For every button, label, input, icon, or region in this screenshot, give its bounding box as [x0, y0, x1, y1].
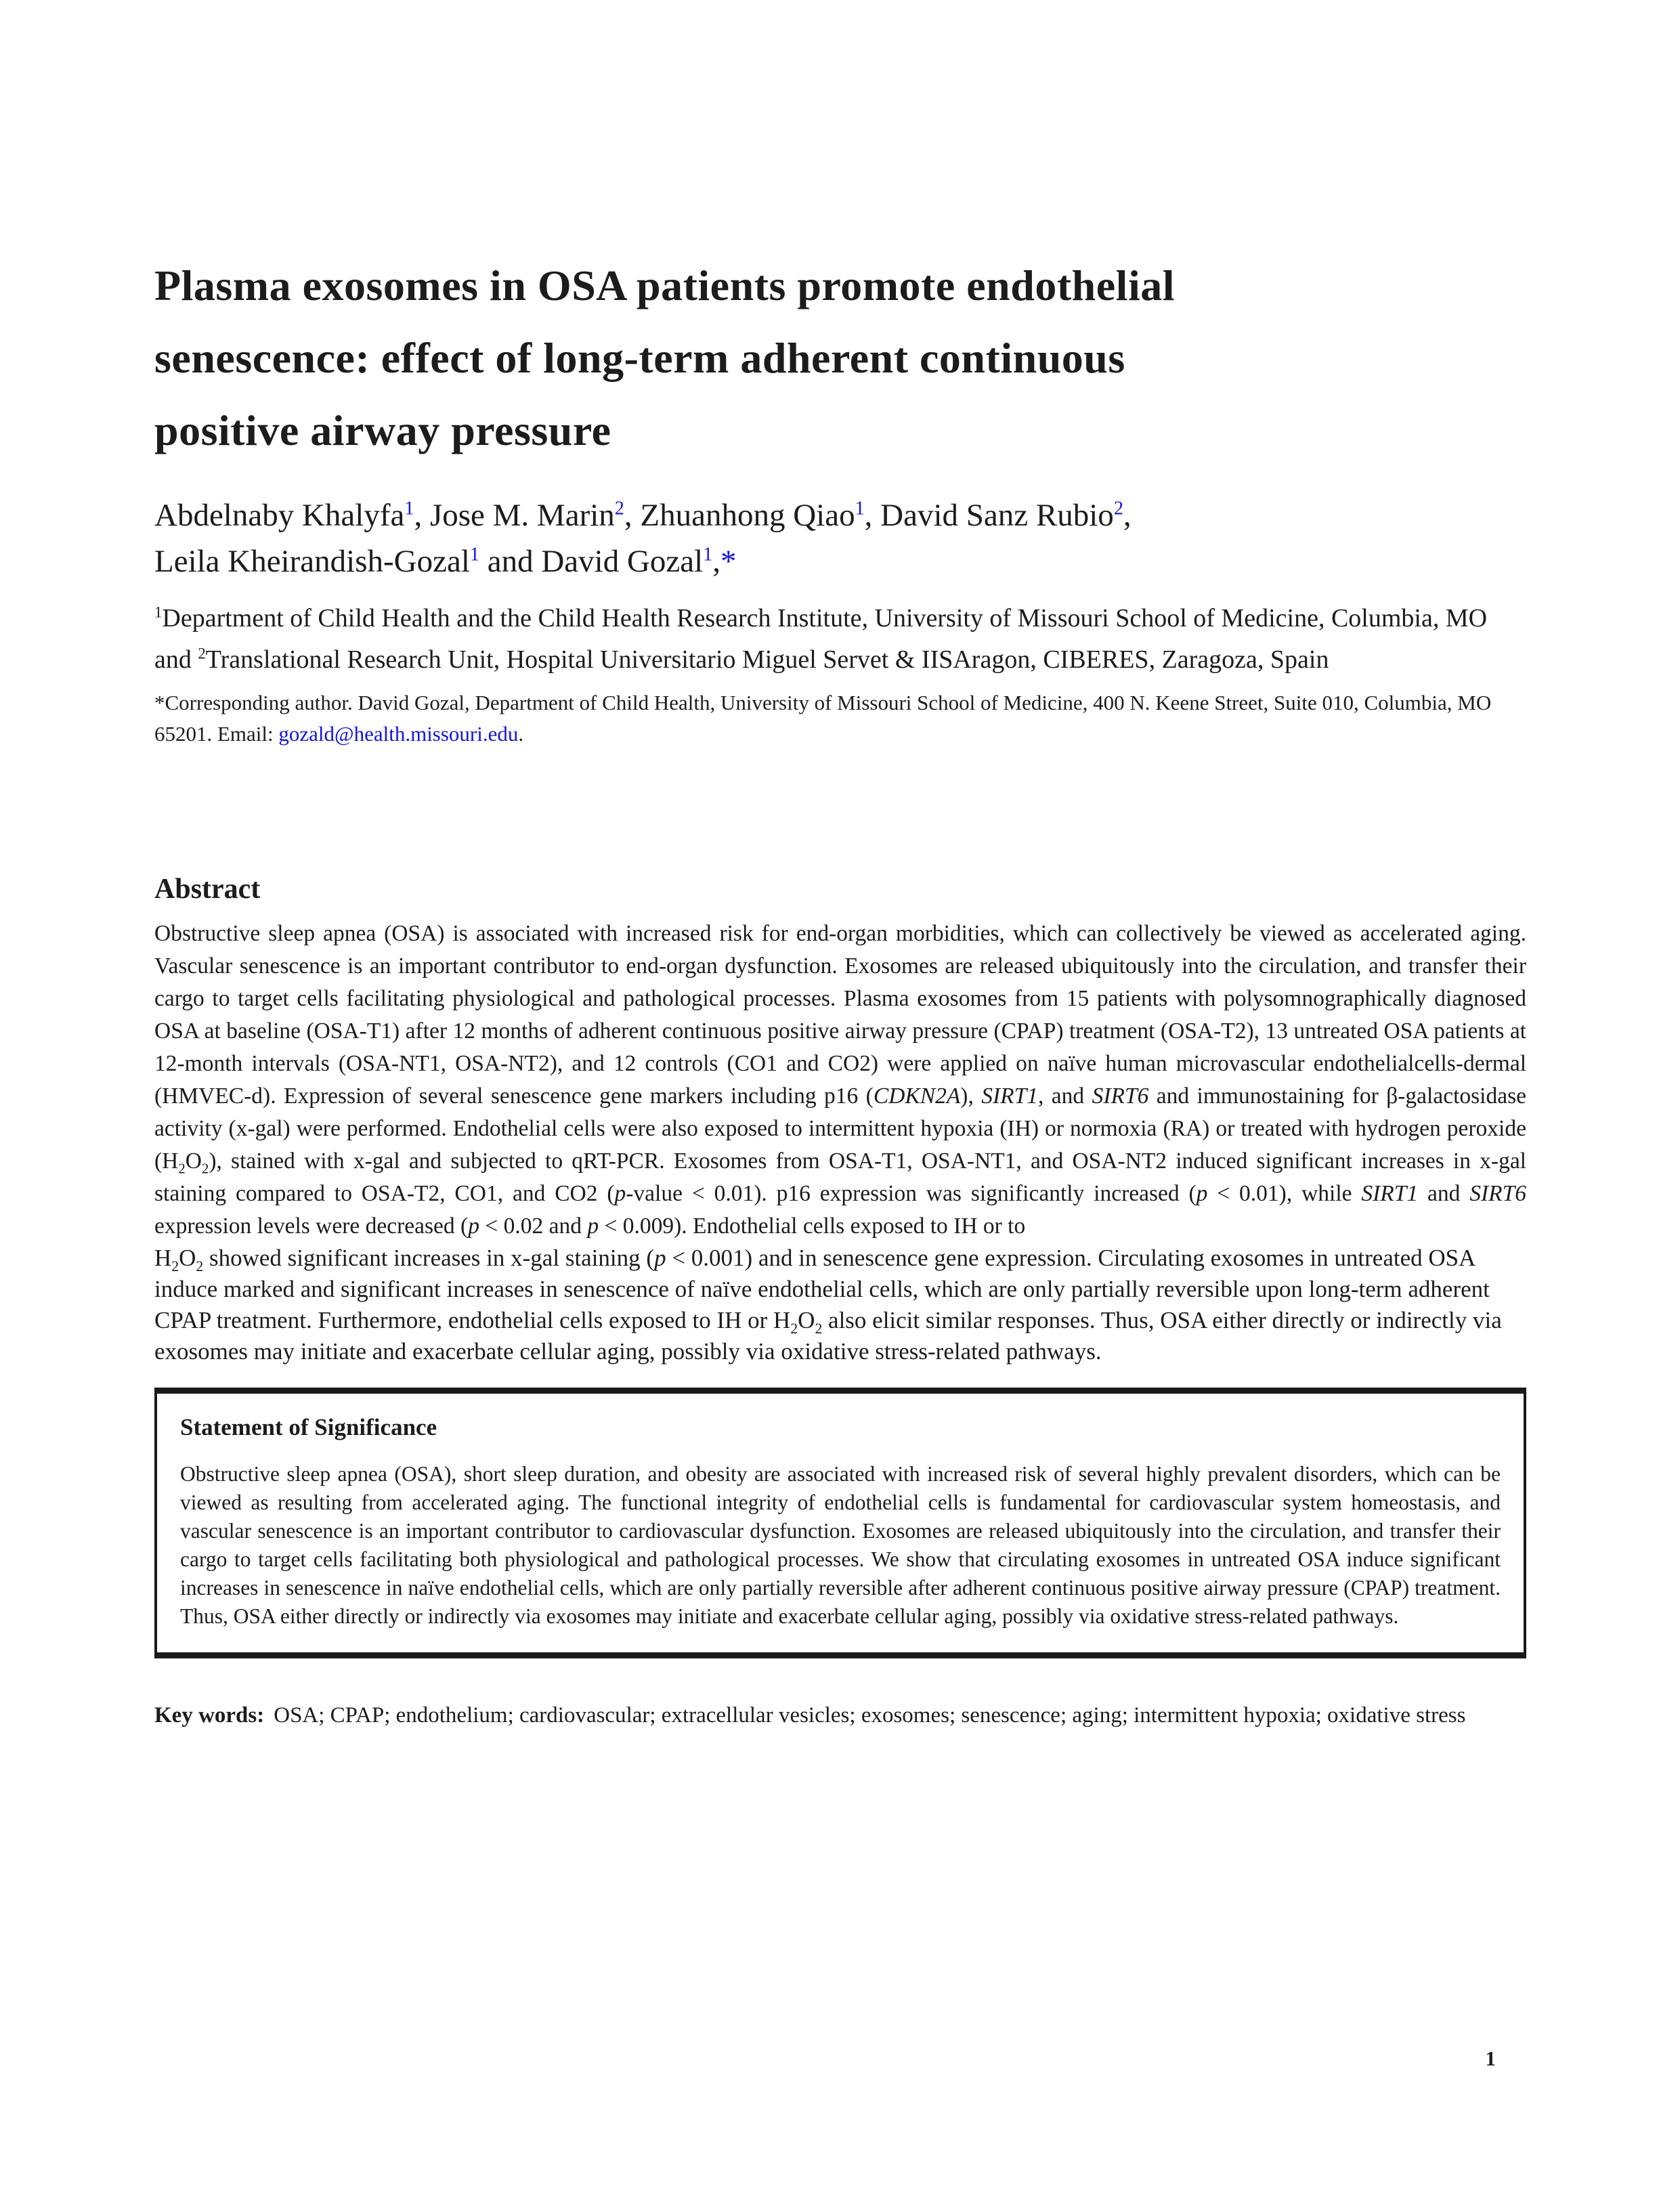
text-segment: 2 [196, 1258, 204, 1274]
author-line-1 [154, 492, 1526, 538]
text-segment: p [614, 1181, 626, 1206]
text-segment: * [720, 544, 737, 579]
text-segment: H [154, 1245, 172, 1271]
text-segment: SIRT1 [1361, 1181, 1419, 1206]
text-segment: , Zhuanhong Qiao [624, 498, 855, 533]
text-segment: also elicit similar responses. Thus, OSA either directly or indirectly via exosomes may initiate and exacerbate cellular aging, possibly via oxidative stress-related pathways. [154, 1307, 1502, 1365]
text-segment: ), stained with x-gal and subjected to qRT-PCR. Exosomes from OSA-T1, OSA-NT1, and OSA-NT2 induced significant increases in x-gal staining compared to OSA-T2, CO1, and CO2 ( [154, 1149, 1526, 1206]
significance-heading: Statement of Significance [180, 1414, 437, 1440]
text-segment: 1 [154, 603, 163, 621]
text-segment: 1 [855, 498, 865, 519]
text-segment: p [468, 1214, 479, 1239]
text-segment: , [1123, 498, 1132, 533]
text-segment: < 0.02 and [479, 1214, 588, 1239]
text-segment: Department of Child Health and the Child Health Research Institute, University of Missouri School of Medicine, Columbia, MO and [154, 604, 1488, 674]
text-segment: O [179, 1245, 196, 1271]
text-segment: , David Sanz Rubio [864, 498, 1114, 533]
keywords-block [154, 1699, 1526, 1732]
page-number: 1 [1485, 2046, 1496, 2070]
author-list [154, 492, 1526, 584]
text-segment: showed significant increases in x-gal staining ( [203, 1245, 655, 1271]
text-segment: and [1418, 1181, 1470, 1206]
text-segment: O [798, 1307, 815, 1333]
text-segment: , and [1038, 1084, 1092, 1109]
text-segment: 1 [404, 498, 414, 519]
text-segment: Translational Research Unit, Hospital Universitario Miguel Servet & IISAragon, CIBERES, Zaragoza, Spain [205, 645, 1329, 674]
text-segment: Leila Kheirandish-Gozal [154, 544, 470, 579]
text-segment: 2 [198, 645, 206, 662]
corresponding-author-note [154, 687, 1526, 750]
abstract-heading: Abstract [154, 874, 261, 905]
affiliations [154, 598, 1526, 681]
corresponding-text: *Corresponding author. David Gozal, Department of Child Health, University of Missouri School of Medicine, 400 N. Keene Street, Suite 010, Columbia, MO 65201. Email: [154, 691, 1492, 746]
paper-title-line-3: positive airway pressure [154, 406, 611, 454]
text-segment: 1 [703, 544, 713, 565]
abstract-paragraph-2 [154, 1243, 1526, 1367]
text-segment: SIRT6 [1092, 1084, 1149, 1109]
keywords-text: OSA; CPAP; endothelium; cardiovascular; extracellular vesicles; exosomes; senescence; aging; intermittent hypoxia; oxidative stress [274, 1703, 1466, 1728]
text-segment: and David Gozal [479, 544, 704, 579]
text-segment: 2 [614, 498, 624, 519]
text-segment: 2 [790, 1321, 798, 1337]
text-segment: < 0.009). Endothelial cells exposed to IH or to [599, 1214, 1026, 1239]
text-segment: < 0.01), while [1207, 1181, 1362, 1206]
text-segment: Obstructive sleep apnea (OSA) is associated with increased risk for end-organ morbidities, which can collectively be viewed as accelerated aging. Vascular senescence is an important contributor to end-organ dysfunction. Exosomes are released ubiquitously into the circulation, and transfer their cargo to target cells facilitating physiological and pathological processes. Plasma exosomes from 15 patients with polysomnographically diagnosed OSA at baseline (OSA-T1) after 12 months of adherent continuous positive airway pressure (CPAP) treatment (OSA-T2), 13 untreated OSA patients at 12-month intervals (OSA-NT1, OSA-NT2), and 12 controls (CO1 and CO2) were applied on naïve human microvascular endothelialcells-dermal (HMVEC-d). Expression of several senescence gene markers including p16 ( [154, 921, 1526, 1109]
text-segment: 2 [178, 1161, 186, 1177]
text-segment: expression levels were decreased ( [154, 1214, 469, 1239]
text-segment: CDKN2A [873, 1084, 961, 1109]
significance-text: Obstructive sleep apnea (OSA), short sleep duration, and obesity are associated with increased risk of several highly prevalent disorders, which can be viewed as resulting from accelerated aging. The functional integrity of endothelial cells is fundamental for cardiovascular system homeostasis, and vascular senescence is an important contributor to cardiovascular dysfunction. Exosomes are released ubiquitously into the circulation, and transfer their cargo to target cells facilitating both physiological and pathological processes. We show that circulating exosomes in untreated OSA induce significant increases in senescence in naïve endothelial cells, which are only partially reversible after adherent continuous positive airway pressure (CPAP) treatment. Thus, OSA either directly or indirectly via exosomes may initiate and exacerbate cellular aging, possibly via oxidative stress-related pathways. [180, 1462, 1501, 1628]
corresponding-suffix: . [518, 722, 524, 746]
text-segment: ), [960, 1084, 982, 1109]
paper-title-line-1: Plasma exosomes in OSA patients promote endothelial [154, 261, 1175, 309]
text-segment: 2 [1113, 498, 1123, 519]
text-segment: Abdelnaby Khalyfa [154, 498, 405, 533]
text-segment: , [712, 544, 721, 579]
statement-of-significance-box [154, 1388, 1526, 1658]
text-segment: , Jose M. Marin [414, 498, 615, 533]
text-segment: 2 [201, 1161, 209, 1177]
paper-title [154, 249, 1526, 467]
paper-title-line-2: senescence: effect of long-term adherent continuous [154, 334, 1125, 382]
text-segment: SIRT6 [1469, 1181, 1526, 1206]
text-segment: -value < 0.01). p16 expression was significantly increased ( [626, 1181, 1197, 1206]
keywords-label: Key words: [154, 1703, 265, 1728]
text-segment: 2 [171, 1258, 179, 1274]
email-link[interactable]: gozald@health.missouri.edu [278, 722, 519, 746]
abstract-paragraph-1 [154, 918, 1526, 1243]
text-segment: < 0.001) and in senescence gene expression. Circulating exosomes in untreated OSA induce marked and significant increases in senescence of naïve endothelial cells, which are only partially reversible upon long-term adherent CPAP treatment. Furthermore, endothelial cells exposed to IH or H [154, 1245, 1490, 1333]
page-content [154, 0, 1526, 1732]
author-line-2 [154, 538, 1526, 584]
text-segment: O [185, 1149, 202, 1174]
text-segment: p [587, 1214, 599, 1239]
text-segment: p [654, 1245, 666, 1271]
text-segment: and immunostaining for β-galactosidase activity (x-gal) were performed. Endothelial cells were also exposed to intermittent hypoxia (IH) or normoxia (RA) or treated with hydrogen peroxide (H [154, 1084, 1526, 1174]
text-segment: 2 [815, 1321, 823, 1337]
text-segment: 1 [469, 544, 479, 565]
text-segment: SIRT1 [981, 1084, 1038, 1109]
text-segment: p [1196, 1181, 1208, 1206]
